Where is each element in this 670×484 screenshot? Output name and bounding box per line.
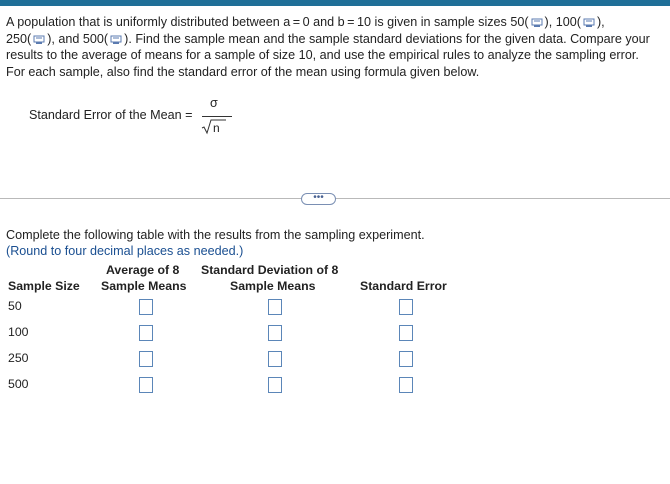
header-standard-error: Standard Error (360, 279, 447, 293)
sqrt-n (200, 118, 240, 136)
header-average-top: Average of 8 (106, 263, 180, 277)
radical-variable: n (213, 121, 220, 135)
problem-text-6: ). Find the sample mean and the sample standard deviations for the given data. Compare your results to the average of means for a sample of size 10, and use the empirical rules to analyze the sampling error. For each sample, also find the standard error of the mean using formula given below. (6, 31, 650, 79)
more-button[interactable]: ••• (301, 193, 336, 205)
data-icon[interactable] (110, 35, 122, 45)
row-size-50: 50 (8, 299, 22, 313)
data-icon[interactable] (583, 18, 595, 28)
se-input-50[interactable] (399, 299, 413, 315)
average-input-500[interactable] (139, 377, 153, 393)
problem-text-5: ), and 500( (47, 31, 109, 46)
rounding-note: (Round to four decimal places as needed.) (6, 244, 244, 258)
formula-label: Standard Error of the Mean = (29, 108, 193, 122)
top-bar (0, 0, 670, 6)
problem-text-1: A population that is uniformly distributed between a = 0 and b = 10 is given in sample sizes 50( (6, 15, 529, 29)
problem-statement (6, 14, 658, 80)
header-sd-top: Standard Deviation of 8 (201, 263, 339, 277)
header-sd-bottom: Sample Means (230, 279, 316, 293)
se-input-500[interactable] (399, 377, 413, 393)
se-input-250[interactable] (399, 351, 413, 367)
average-input-250[interactable] (139, 351, 153, 367)
header-sample-size: Sample Size (8, 279, 80, 293)
problem-text-4: 250( (6, 31, 32, 46)
header-average-bottom: Sample Means (101, 279, 187, 293)
average-input-100[interactable] (139, 325, 153, 341)
row-size-250: 250 (8, 351, 29, 365)
instructions (6, 227, 425, 259)
data-icon[interactable] (33, 35, 45, 45)
row-size-500: 500 (8, 377, 29, 391)
row-size-100: 100 (8, 325, 29, 339)
instruction-text: Complete the following table with the results from the sampling experiment. (6, 228, 425, 242)
sd-input-100[interactable] (268, 325, 282, 341)
se-input-100[interactable] (399, 325, 413, 341)
sd-input-250[interactable] (268, 351, 282, 367)
sd-input-500[interactable] (268, 377, 282, 393)
formula-sigma: σ (210, 96, 218, 110)
problem-text-3: ), (596, 15, 605, 29)
fraction-bar (202, 116, 232, 117)
average-input-50[interactable] (139, 299, 153, 315)
problem-text-2: ), 100( (544, 15, 581, 29)
data-icon[interactable] (531, 18, 543, 28)
sd-input-50[interactable] (268, 299, 282, 315)
